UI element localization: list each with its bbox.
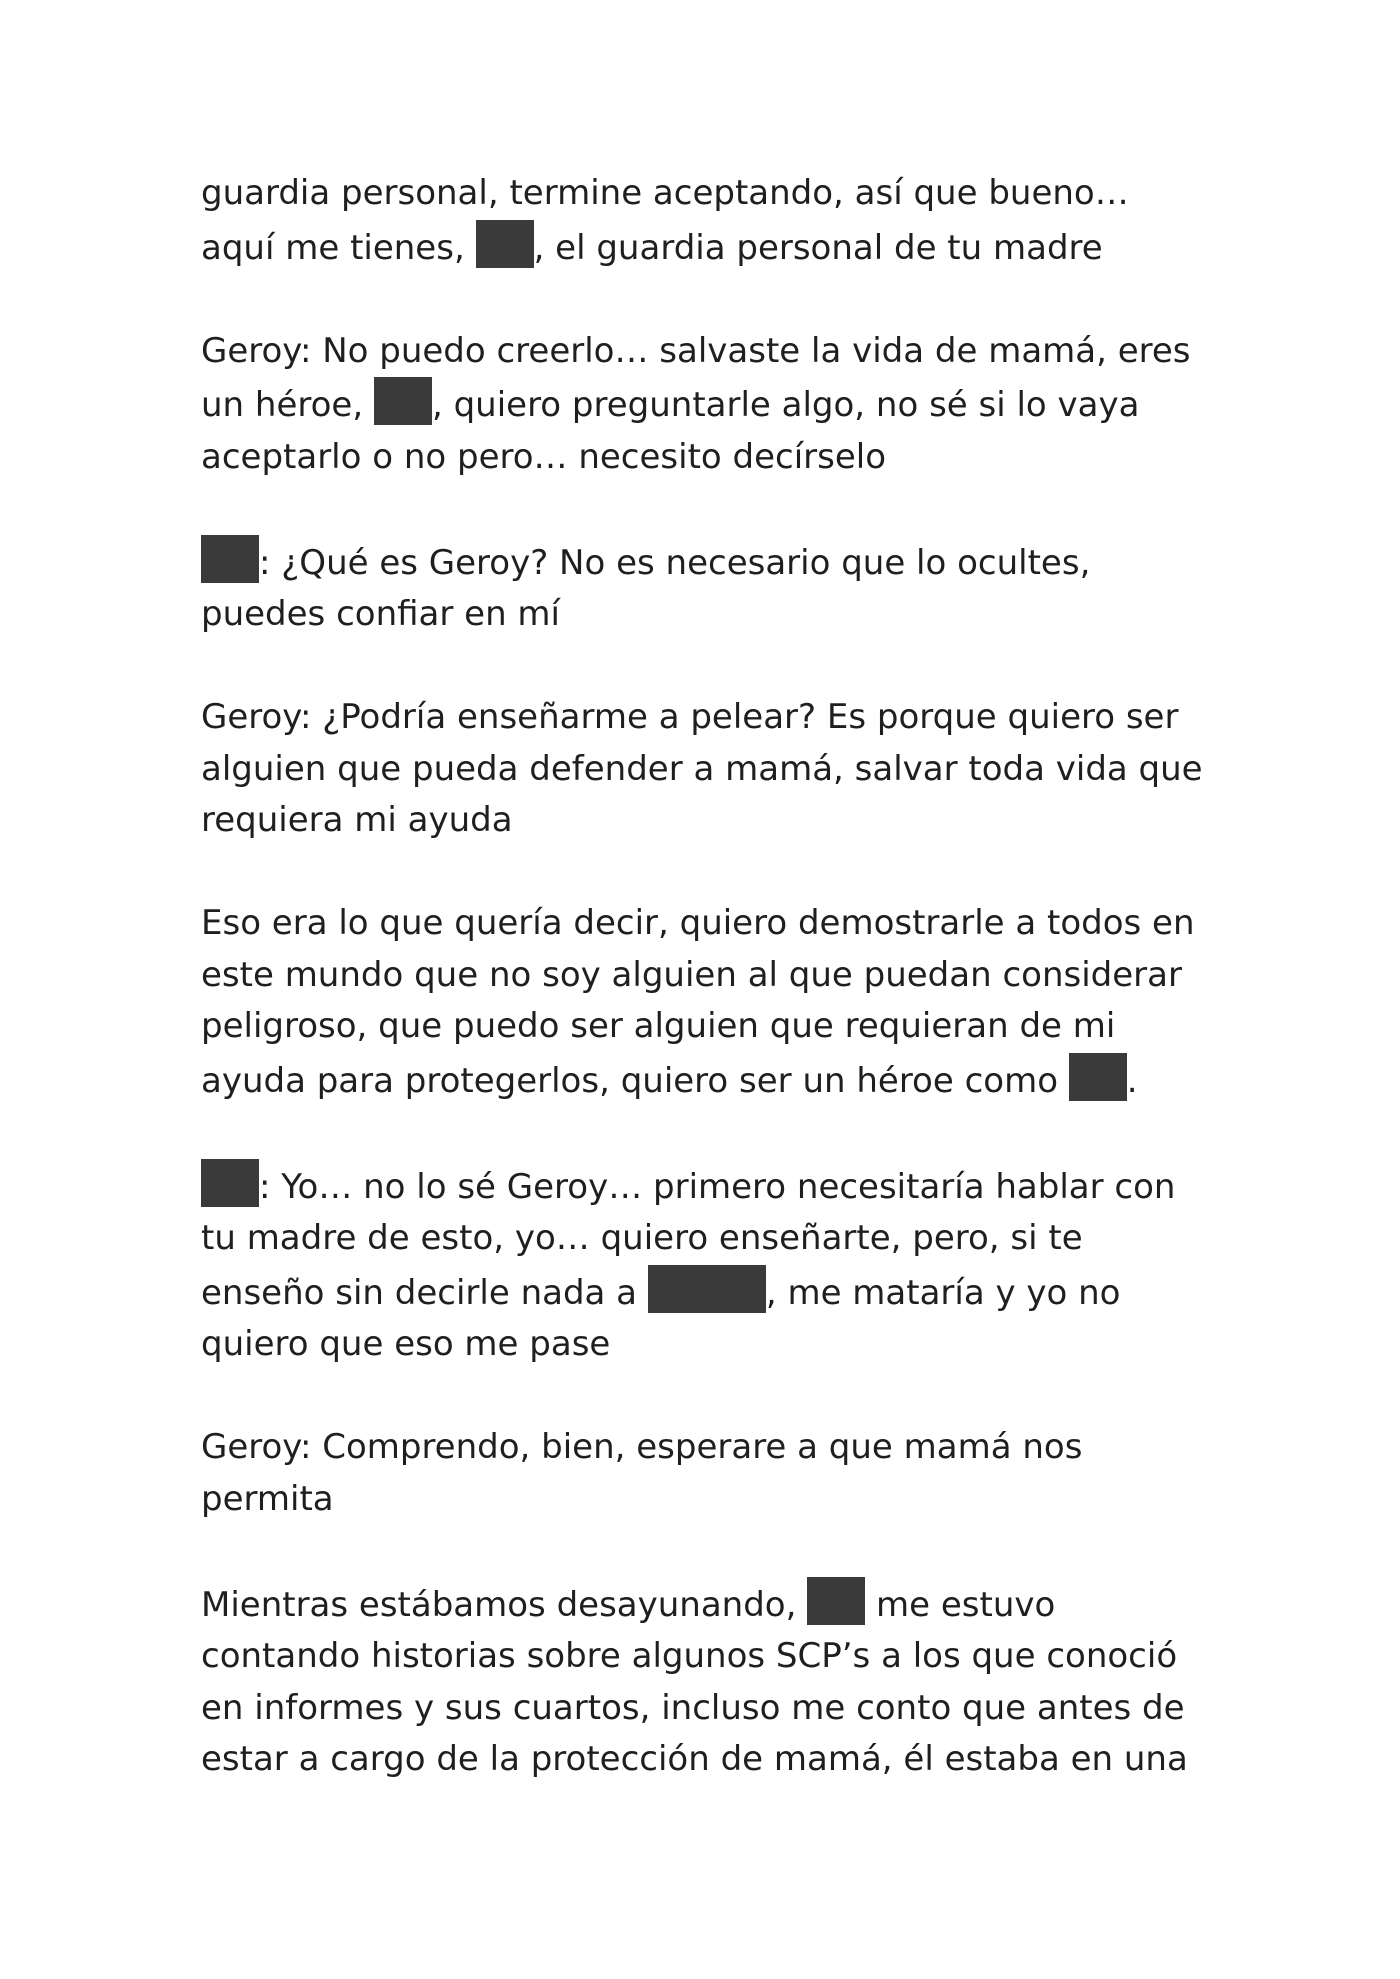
text-segment: , quiero preguntarle algo, no sé si lo vaya: [431, 385, 1140, 425]
text-line: [201, 692, 1211, 744]
text-line: [201, 326, 1211, 378]
text-segment: aquí me tienes,: [201, 227, 476, 268]
text-segment: quiero que eso me pase: [201, 1324, 611, 1364]
text-segment: : Yo… no lo sé Geroy… primero necesitaría hablar con: [259, 1166, 1176, 1207]
text-line: [201, 1319, 1211, 1371]
document-body: [201, 168, 1211, 1837]
text-segment: : ¿Qué es Geroy? No es necesario que lo ocultes,: [259, 542, 1091, 583]
text-segment: un héroe,: [201, 385, 374, 425]
redaction-block: [201, 1159, 259, 1207]
text-line: [201, 1053, 1211, 1108]
text-line: [201, 1159, 1211, 1214]
text-segment: , el guardia personal de tu madre: [533, 227, 1103, 268]
text-segment: .: [1126, 1060, 1138, 1101]
text-segment: ayuda para protegerlos, quiero ser un héroe como: [201, 1060, 1069, 1101]
paragraph: [201, 326, 1211, 484]
text-line: [201, 220, 1211, 275]
text-line: [201, 1734, 1211, 1786]
text-line: [201, 535, 1211, 590]
text-segment: puedes confiar en mí: [201, 594, 560, 634]
paragraph: [201, 1159, 1211, 1371]
text-segment: guardia personal, termine aceptando, así que bueno…: [201, 173, 1129, 213]
text-segment: me estuvo: [865, 1584, 1056, 1625]
text-line: [201, 1631, 1211, 1683]
text-line: [201, 1001, 1211, 1053]
text-line: [201, 1422, 1211, 1474]
text-line: [201, 950, 1211, 1002]
text-segment: Geroy: No puedo creerlo… salvaste la vida de mamá, eres: [201, 330, 1191, 371]
text-segment: Mientras estábamos desayunando,: [201, 1584, 808, 1625]
text-segment: enseño sin decirle nada a: [201, 1272, 648, 1313]
text-segment: Geroy: ¿Podría enseñarme a pelear? Es porque quiero ser: [201, 697, 1179, 737]
paragraph: [201, 535, 1211, 641]
text-line: [201, 1577, 1211, 1632]
redaction-block: [374, 377, 432, 425]
text-segment: Eso era lo que quería decir, quiero demostrarle a todos en: [201, 903, 1195, 943]
text-line: [201, 1265, 1211, 1320]
text-line: [201, 377, 1211, 432]
paragraph: [201, 168, 1211, 274]
text-line: [201, 589, 1211, 641]
redaction-block: [476, 220, 534, 268]
text-line: [201, 1213, 1211, 1265]
text-segment: Geroy: Comprendo, bien, esperare a que mamá nos: [201, 1427, 1083, 1467]
redaction-block: [648, 1265, 766, 1313]
text-line: [201, 168, 1211, 220]
text-line: [201, 795, 1211, 847]
text-segment: estar a cargo de la protección de mamá, él estaba en una: [201, 1739, 1188, 1779]
text-segment: contando historias sobre algunos SCP’s a los que conoció: [201, 1636, 1178, 1676]
text-segment: requiera mi ayuda: [201, 800, 513, 840]
text-line: [201, 898, 1211, 950]
paragraph: [201, 1422, 1211, 1525]
text-segment: peligroso, que puedo ser alguien que requieran de mi: [201, 1006, 1116, 1046]
text-line: [201, 1474, 1211, 1526]
text-segment: permita: [201, 1478, 334, 1519]
text-segment: alguien que pueda defender a mamá, salvar toda vida que: [201, 748, 1203, 789]
redaction-block: [1069, 1053, 1127, 1101]
text-segment: , me mataría y yo no: [765, 1272, 1121, 1313]
text-line: [201, 744, 1211, 796]
paragraph: [201, 898, 1211, 1107]
redaction-block: [807, 1577, 865, 1625]
paragraph: [201, 692, 1211, 847]
text-segment: en informes y sus cuartos, incluso me conto que antes de: [201, 1687, 1185, 1728]
redaction-block: [201, 535, 259, 583]
text-line: [201, 432, 1211, 484]
text-line: [201, 1683, 1211, 1735]
text-segment: este mundo que no soy alguien al que puedan considerar: [201, 954, 1182, 995]
paragraph: [201, 1577, 1211, 1786]
text-segment: aceptarlo o no pero… necesito decírselo: [201, 436, 887, 477]
text-segment: tu madre de esto, yo… quiero enseñarte, pero, si te: [201, 1218, 1083, 1258]
